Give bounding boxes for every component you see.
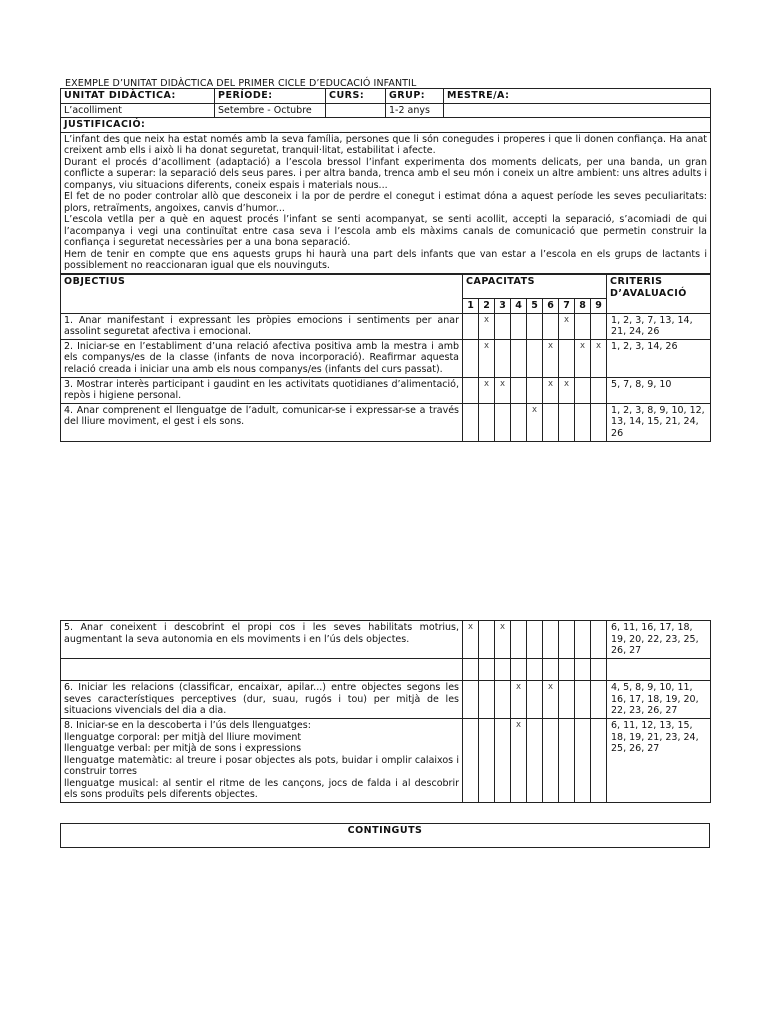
criteris-header: CRITERIS D’AVALUACIÓ (607, 275, 711, 314)
capacitat-mark (479, 403, 495, 441)
justificacio-paragraph: Durant el procés d’acolliment (adaptació) a l’escola bressol l’infant experimenta dos moments delicats, per una banda, un gran conflicte a superar: la separació dels seus pares. i per altra banda, trenca amb el seu món i coneix un altre ambient: uns altres adults i companys, viu situacions diferents, coneix espais i materials nous... (64, 156, 707, 191)
objective-text: 5. Anar coneixent i descobrint el propi cos i les seves habilitats motrius, augmentant la seva autonomia en els moviments i en l’ús dels objectes. (61, 621, 463, 659)
capacitat-mark: x (479, 377, 495, 403)
capacitat-mark (527, 313, 543, 339)
capacitat-mark (479, 681, 495, 719)
capacitat-mark (543, 621, 559, 659)
capacitat-mark (575, 621, 591, 659)
criteris-value: 6, 11, 16, 17, 18, 19, 20, 22, 23, 25, 26, 27 (607, 621, 711, 659)
capacitat-mark (527, 377, 543, 403)
capacitat-mark (511, 659, 527, 681)
capacitat-mark (543, 403, 559, 441)
objective-line: llenguatge matemàtic: al treure i posar objectes als pots, buidar i omplir calaixos i construir torres (64, 754, 459, 777)
capacitat-mark: x (527, 403, 543, 441)
capacitat-mark (495, 659, 511, 681)
objective-row (61, 377, 711, 403)
objectives-table-continued (60, 620, 711, 803)
capacitat-mark (463, 313, 479, 339)
objective-row (61, 621, 711, 659)
objectius-header: OBJECTIUS (61, 275, 463, 314)
capacitat-mark: x (591, 339, 607, 377)
capacitat-mark (495, 313, 511, 339)
capacitat-mark (527, 659, 543, 681)
objective-line: 8. Iniciar-se en la descoberta i l’ús dels llenguatges: (64, 720, 311, 731)
objective-text: 1. Anar manifestant i expressant les pròpies emocions i sentiments per anar assolint seguretat afectiva i emocional. (61, 313, 463, 339)
capacitat-number: 9 (591, 299, 607, 314)
capacitat-number: 2 (479, 299, 495, 314)
capacitat-mark (591, 719, 607, 803)
capacitat-mark (527, 339, 543, 377)
capacitat-mark (463, 377, 479, 403)
periode-value: Setembre - Octubre (215, 103, 326, 118)
capacitat-mark: x (543, 377, 559, 403)
capacitat-mark (591, 621, 607, 659)
justificacio-paragraph: L’escola vetlla per a què en aquest procés l’infant se senti acompanyat, se senti acollit, accepti la separació, s’acomiadi de qui l’acompanya i vegi una continuïtat entre casa seva i l’escola amb els màxims canals de comunicació que permetin construir la confiança i seguretat necessàries per a una bona separació. (64, 214, 707, 248)
capacitat-number: 4 (511, 299, 527, 314)
capacitat-mark (591, 313, 607, 339)
capacitat-mark: x (575, 339, 591, 377)
capacitat-mark (575, 719, 591, 803)
capacitat-mark (463, 339, 479, 377)
criteris-value: 6, 11, 12, 13, 15, 18, 19, 21, 23, 24, 25, 26, 27 (607, 719, 711, 803)
capacitat-number: 1 (463, 299, 479, 314)
capacitat-mark (591, 681, 607, 719)
capacitat-mark (495, 403, 511, 441)
capacitat-mark (479, 719, 495, 803)
capacitat-mark (495, 719, 511, 803)
capacitat-mark (527, 681, 543, 719)
criteris-value: 1, 2, 3, 8, 9, 10, 12, 13, 14, 15, 21, 24, 26 (607, 403, 711, 441)
capacitat-number: 5 (527, 299, 543, 314)
objective-text (61, 659, 463, 681)
capacitat-mark (575, 377, 591, 403)
objective-line: llenguatge corporal: per mitjà del lliure moviment (64, 731, 302, 743)
capacitat-mark: x (511, 681, 527, 719)
capacitat-mark (559, 339, 575, 377)
objective-text: 4. Anar comprenent el llenguatge de l’adult, comunicar-se i expressar-se a través del lliure moviment, el gest i els sons. (61, 403, 463, 441)
capacitat-number: 8 (575, 299, 591, 314)
capacitat-mark (591, 659, 607, 681)
capacitat-mark (559, 403, 575, 441)
objective-text (61, 719, 463, 803)
capacitat-mark (575, 403, 591, 441)
capacitat-mark (463, 719, 479, 803)
justificacio-paragraph: El fet de no poder controlar allò que desconeix i la por de perdre el conegut i estimat dóna a aquest període les seves peculiaritats: plors, retraïments, angoixes, canvis d’humor... (64, 191, 707, 214)
objective-text: 6. Iniciar les relacions (classificar, encaixar, apilar...) entre objectes segons les seves característiques perceptives (dur, suau, rugós i tou) per mitjà de les situacions vivencials del dia a dia. (61, 681, 463, 719)
capacitat-mark: x (463, 621, 479, 659)
capacitat-mark (559, 621, 575, 659)
capacitat-mark (495, 339, 511, 377)
capacitat-number: 7 (559, 299, 575, 314)
mestre-value (444, 103, 711, 118)
criteris-value: 1, 2, 3, 7, 13, 14, 21, 24, 26 (607, 313, 711, 339)
mestre-label: MESTRE/A: (444, 89, 711, 104)
document-title: EXEMPLE D’UNITAT DIDÀCTICA DEL PRIMER CICLE D’EDUCACIÓ INFANTIL (65, 78, 417, 89)
objective-row (61, 659, 711, 681)
justificacio-label: JUSTIFICACIÓ: (61, 118, 711, 133)
capacitat-mark (559, 719, 575, 803)
grup-value: 1-2 anys (386, 103, 444, 118)
capacitat-mark: x (559, 377, 575, 403)
capacitat-mark (463, 659, 479, 681)
capacitat-mark (511, 377, 527, 403)
curs-value (326, 103, 386, 118)
criteris-value: 1, 2, 3, 14, 26 (607, 339, 711, 377)
capacitat-mark (511, 403, 527, 441)
unitat-label: UNITAT DIDÀCTICA: (61, 89, 215, 104)
capacitat-mark (575, 313, 591, 339)
capacitat-mark (479, 621, 495, 659)
capacitat-mark: x (559, 313, 575, 339)
grup-label: GRUP: (386, 89, 444, 104)
capacitat-mark (543, 659, 559, 681)
objective-line: llenguatge verbal: per mitjà de sons i expressions (64, 743, 302, 754)
capacitat-mark: x (511, 719, 527, 803)
capacitat-mark (543, 313, 559, 339)
justificacio-paragraph: L’infant des que neix ha estat només amb la seva família, persones que li són conegudes i properes i que li donen confiança. Ha anat creixent amb ells i això li ha donat seguretat, tranquil·litat, estabilitat i afecte. (64, 133, 707, 156)
unit-header-table (60, 88, 711, 274)
objective-text: 3. Mostrar interès participant i gaudint en les activitats quotidianes d’alimentació, repòs i higiene personal. (61, 377, 463, 403)
capacitat-mark (575, 681, 591, 719)
capacitat-number: 3 (495, 299, 511, 314)
periode-label: PERÍODE: (215, 89, 326, 104)
capacitat-mark (511, 621, 527, 659)
continguts-table (60, 823, 710, 848)
capacitat-mark (591, 403, 607, 441)
capacitat-mark (463, 681, 479, 719)
curs-label: CURS: (326, 89, 386, 104)
capacitats-header: CAPACITATS (463, 275, 607, 299)
continguts-header: CONTINGUTS (61, 824, 710, 848)
capacitat-number: 6 (543, 299, 559, 314)
capacitat-mark: x (479, 313, 495, 339)
criteris-value (607, 659, 711, 681)
capacitat-mark (527, 621, 543, 659)
capacitat-mark (479, 659, 495, 681)
capacitat-mark (575, 659, 591, 681)
objective-row (61, 681, 711, 719)
capacitat-mark: x (495, 621, 511, 659)
capacitat-mark (463, 403, 479, 441)
capacitat-mark: x (543, 681, 559, 719)
objective-row (61, 403, 711, 441)
objective-row (61, 339, 711, 377)
objective-row (61, 719, 711, 803)
capacitat-mark (511, 339, 527, 377)
justificacio-paragraph: Hem de tenir en compte que ens aquests grups hi haurà una part dels infants que van estar a l’escola en els grups de lactants i possiblement no reaccionaran igual que els nouvinguts. (64, 248, 707, 271)
objective-line: llenguatge musical: al sentir el ritme de les cançons, jocs de falda i al descobrir els sons produïts pels diferents objectes. (64, 777, 459, 800)
criteris-value: 4, 5, 8, 9, 10, 11, 16, 17, 18, 19, 20, 22, 23, 26, 27 (607, 681, 711, 719)
capacitat-mark (511, 313, 527, 339)
capacitat-mark: x (495, 377, 511, 403)
justificacio-text (61, 132, 711, 273)
capacitat-mark (543, 719, 559, 803)
criteris-value: 5, 7, 8, 9, 10 (607, 377, 711, 403)
capacitat-mark (527, 719, 543, 803)
objectives-table (60, 274, 711, 442)
objective-text: 2. Iniciar-se en l’establiment d’una relació afectiva positiva amb la mestra i amb els companys/es de la classe (infants de nova incorporació). Reafirmar aquesta relació creada i iniciar una amb els nous companys/es (infants del curs passat). (61, 339, 463, 377)
capacitat-mark (495, 681, 511, 719)
capacitat-mark (591, 377, 607, 403)
objective-row (61, 313, 711, 339)
capacitat-mark (559, 659, 575, 681)
unitat-value: L’acolliment (61, 103, 215, 118)
capacitat-mark (559, 681, 575, 719)
capacitat-mark: x (543, 339, 559, 377)
capacitat-mark: x (479, 339, 495, 377)
